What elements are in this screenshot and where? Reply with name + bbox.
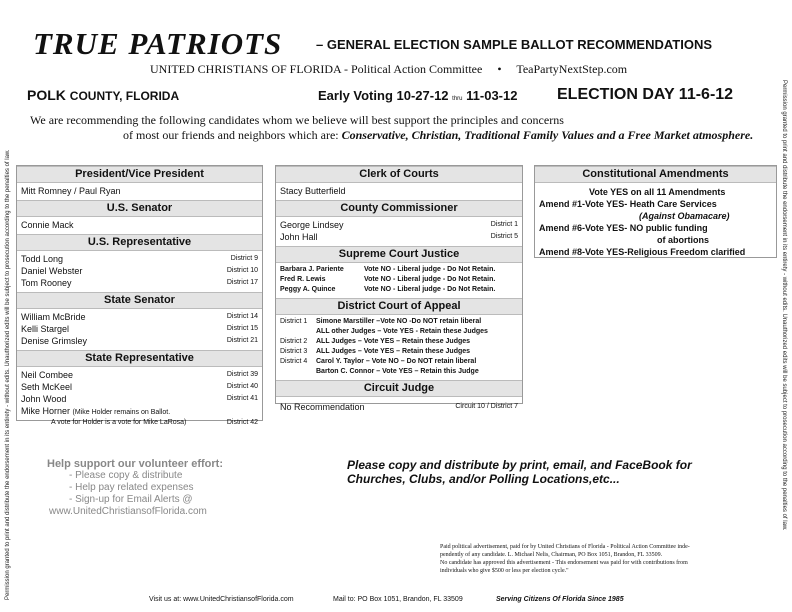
appeal-court-list	[276, 315, 522, 380]
list-item: John Hall District 5	[280, 232, 518, 242]
intro-values: Conservative, Christian, Traditional Family Values and a Free Market atmosphere.	[341, 128, 754, 142]
list-item: Barbara J. Pariente Vote NO - Liberal judge - Do Not Retain.	[280, 266, 496, 273]
list-item: A vote for Holder is a vote for Mike LaRosa) District 42	[51, 419, 258, 426]
list-item: Mike Horner (Mike Holder remains on Ballot.	[21, 406, 171, 416]
us-senator-header: U.S. Senator	[17, 200, 262, 217]
page-subtitle: – GENERAL ELECTION SAMPLE BALLOT RECOMMENDATIONS	[316, 37, 713, 52]
disclaimer-line: individuals who give $500 or less per election cycle."	[440, 568, 569, 574]
us-senator-candidate: Connie Mack	[21, 220, 74, 230]
state-senator-list	[17, 309, 262, 350]
clerk-candidate: Stacy Butterfield	[280, 186, 346, 196]
appeal-court-header: District Court of Appeal	[276, 298, 522, 315]
page-title: TRUE PATRIOTS	[33, 26, 283, 61]
volunteer-help	[47, 458, 223, 518]
commissioner-header: County Commissioner	[276, 200, 522, 217]
county-name: POLK	[27, 87, 66, 103]
column-federal-state	[16, 165, 263, 426]
list-item: George Lindsey District 1	[280, 220, 518, 230]
list-item: - Help pay related expenses	[69, 482, 194, 493]
list-item: Fred R. Lewis Vote NO - Liberal judge - Do Not Retain.	[280, 276, 496, 283]
list-item: Todd Long District 9	[21, 254, 258, 264]
list-item: Kelli Stargel District 15	[21, 324, 258, 334]
footer-mail: Mail to: PO Box 1051, Brandon, FL 33509	[333, 596, 463, 603]
us-rep-list	[17, 251, 262, 292]
supreme-court-list	[276, 263, 522, 298]
left-permission-notice: Permission granted to print and distribute the endorsement in its entirety - without edits. Unauthorized edits will be subject to prosecution according to the penalties of law.	[5, 149, 11, 600]
organization-name: UNITED CHRISTIANS OF FLORIDA - Political Action Committee	[150, 62, 483, 76]
list-item: Seth McKeel District 40	[21, 382, 258, 392]
list-item: Neil Combee District 39	[21, 370, 258, 380]
list-item: - Sign-up for Email Alerts @	[69, 494, 193, 505]
election-day: ELECTION DAY 11-6-12	[557, 86, 734, 103]
list-item: District 3 ALL Judges – Vote YES – Retain these Judges	[280, 348, 471, 355]
intro-line-1: We are recommending the following candidates whom we believe will best support the principles and concerns	[30, 113, 564, 127]
state-senator-header: State Senator	[17, 292, 262, 309]
column-county-judicial	[275, 165, 523, 412]
list-item: of abortions	[657, 235, 709, 245]
early-voting-start: Early Voting 10-27-12	[318, 88, 449, 103]
list-item: District 2 ALL Judges – Vote YES – Retain these Judges	[280, 338, 471, 345]
list-item: Amend #6-Vote YES- NO public funding	[539, 223, 708, 233]
footer-serving: Serving Citizens Of Florida Since 1985	[496, 596, 624, 603]
right-permission-notice: Permission granted to print and distribute the endorsement in its entirety - without edits. Unauthorized edits will be subject to prosecution according to the penalties of law.	[781, 80, 787, 531]
column-amendments	[534, 165, 777, 258]
list-item: (Against Obamacare)	[639, 211, 730, 221]
us-rep-header: U.S. Representative	[17, 234, 262, 251]
bullet-separator: •	[497, 62, 502, 76]
list-item: Vote YES on all 11 Amendments	[589, 187, 726, 197]
help-heading: Help support our volunteer effort:	[47, 458, 223, 470]
website-link[interactable]: www.UnitedChristiansofFlorida.com	[49, 506, 207, 517]
intro-line-2-text: of most our friends and neighbors which are:	[123, 128, 339, 142]
list-item: Tom Rooney District 17	[21, 278, 258, 288]
disclaimer	[440, 543, 785, 575]
footer-website[interactable]: Visit us at: www.UnitedChristiansofFlorida.com	[149, 596, 294, 603]
circuit-judge-header: Circuit Judge	[276, 380, 522, 397]
list-item: John Wood District 41	[21, 394, 258, 404]
early-voting-end: 11-03-12	[466, 88, 518, 103]
list-item: Peggy A. Quince Vote NO - Liberal judge - Do Not Retain.	[280, 286, 496, 293]
website-name: TeaPartyNextStep.com	[516, 62, 628, 76]
disclaimer-line: No candidate has approved this advertisement - This endorsement was paid for with contributions from	[440, 560, 688, 566]
organization-line	[150, 62, 627, 77]
list-item: Amend #1-Vote YES- Heath Care Services	[539, 199, 717, 209]
early-voting-dates	[318, 88, 517, 103]
list-item: ALL other Judges – Vote YES - Retain these Judges	[316, 328, 488, 335]
president-candidate: Mitt Romney / Paul Ryan	[21, 186, 121, 196]
supreme-court-header: Supreme Court Justice	[276, 246, 522, 263]
list-item: William McBride District 14	[21, 312, 258, 322]
amendments-list	[535, 183, 776, 261]
list-item: Denise Grimsley District 21	[21, 336, 258, 346]
list-item: District 4 Carol Y. Taylor – Vote NO – Do NOT retain liberal	[280, 358, 477, 365]
intro-line-2	[123, 128, 753, 143]
circuit-judge-row: No Recommendation Circuit 10 / District 7	[280, 402, 518, 412]
president-header: President/Vice President	[17, 166, 262, 183]
state-rep-header: State Representative	[17, 350, 262, 367]
list-item: - Please copy & distribute	[69, 470, 183, 481]
copy-distribute-note: Please copy and distribute by print, email, and FaceBook for Churches, Clubs, and/or Polling Locations,etc...	[347, 458, 692, 486]
state-rep-list	[17, 367, 262, 429]
list-item: Daniel Webster District 10	[21, 266, 258, 276]
list-item: Barton C. Connor – Vote YES – Retain this Judge	[316, 368, 479, 375]
clerk-header: Clerk of Courts	[276, 166, 522, 183]
list-item: Amend #8-Vote YES-Religious Freedom clarified	[539, 247, 746, 257]
county-heading	[27, 87, 179, 103]
early-voting-thru: thru	[452, 96, 463, 102]
disclaimer-line: pendently of any candidate. L. Michael Nelis, Chairman, PO Box 1051, Brandon, FL 33509.	[440, 552, 663, 558]
amendments-header: Constitutional Amendments	[535, 166, 776, 183]
list-item: District 1 Simone Marstiller –Vote NO -Do NOT retain liberal	[280, 318, 482, 325]
commissioner-list	[276, 217, 522, 246]
county-state: COUNTY, FLORIDA	[69, 89, 180, 103]
disclaimer-line: Paid political advertisement, paid for by United Christians of Florida - Political Action Committee inde-	[440, 544, 690, 550]
